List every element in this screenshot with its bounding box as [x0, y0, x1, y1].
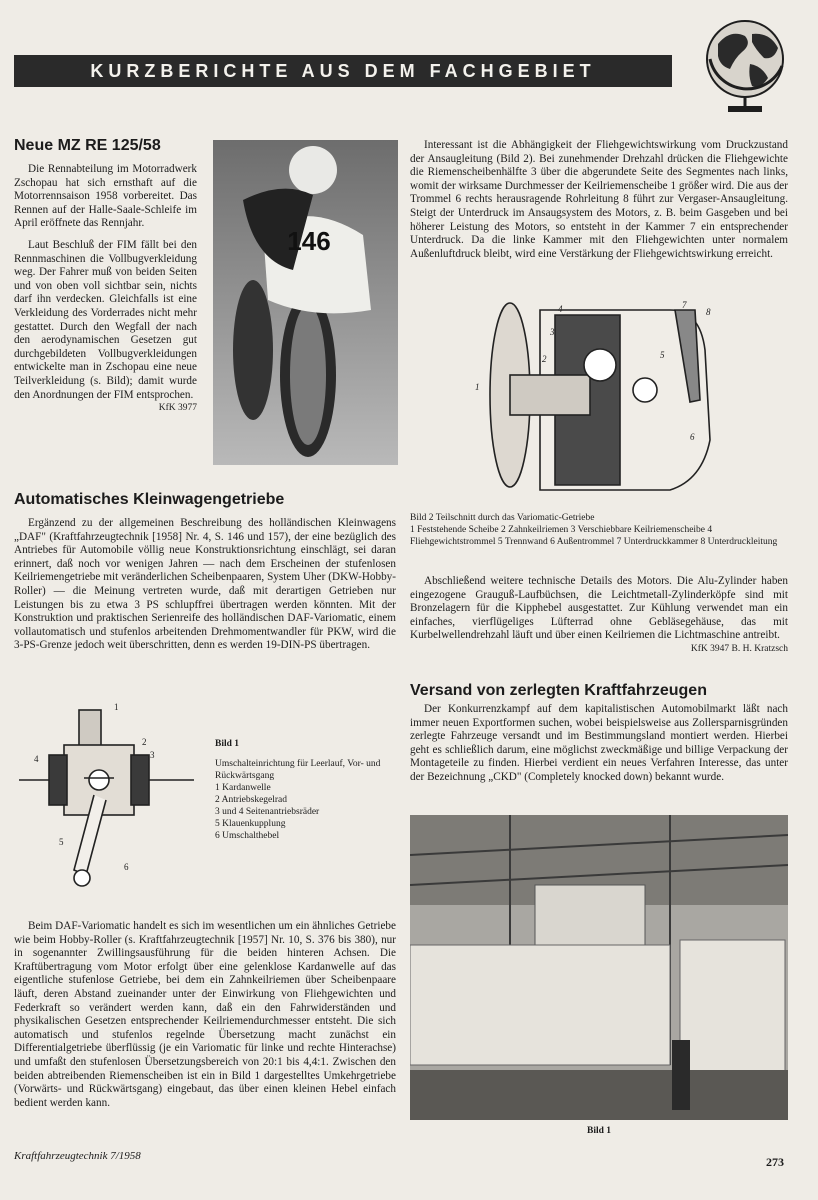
- signature: KfK 3947 B. H. Kratzsch: [690, 643, 788, 654]
- paragraph: Der Konkurrenzkampf auf dem kapitalistischen Automobilmarkt läßt nach immer neuen Exportformen suchen, wobei beispielsweise aus Zollersparnisgründen zerlegte Fahrzeuge versandt und im Bestimmungsland montiert werden. Hierbei geht es schließlich darum, eine möglichst zweckmäßige und billige Verpackung der Montageteile zu finden. Hierbei verdient ein neues Verfahren Interesse, das unter der Bezeichnung „CKD" (Completely knocked down) bekannt wurde.: [410, 703, 788, 783]
- figure-1-item: 6 Umschalthebel: [215, 831, 280, 841]
- svg-text:3: 3: [150, 750, 155, 760]
- paragraph: Ergänzend zu der allgemeinen Beschreibung des holländischen Kleinwagens „DAF" (Kraftfahrzeugtechnik [1958] Nr. 4, S. 146 und 157), der eine bezüglich des Antriebes für Automobile völlig neue Konstruktionsrichtung einschlägt, sei daran erinnert, daß noch vor wenigen Jahren — nach dem Erscheinen der stufenlosen Keilriemengetriebe mit veränderlichen Scheibenpaaren, System Uher (DKW-Hobby-Roller) — die Meinung vertreten wurde, daß mit derartigen Getrieben nur Leistungen bis zu etwa 3 PS schlupffrei übertragen werden könnten. Mit der Konstruktion und praktischen Serienreife des holländischen DAF-Variomatic, einem vollautomatisch und stufenlos arbeitenden Drehmomentwandler für PKW, wird die 3-PS-Grenze jedoch weit überschritten, denn es werden 19-DIN-PS übertragen.: [14, 517, 396, 652]
- svg-text:8: 8: [706, 307, 711, 317]
- svg-text:5: 5: [660, 350, 665, 360]
- svg-text:4: 4: [558, 304, 563, 314]
- svg-text:4: 4: [34, 754, 39, 764]
- svg-text:1: 1: [114, 702, 119, 712]
- header-title: KURZBERICHTE AUS DEM FACHGEBIET: [90, 61, 596, 81]
- figure-1-item: 3 und 4 Seitenantriebsräder: [215, 807, 320, 817]
- race-number: 146: [287, 226, 331, 256]
- paragraph: Beim DAF-Variomatic handelt es sich im wesentlichen um ein ähnliches Getriebe wie beim Hobby-Roller (s. Kraftfahrzeugtechnik [1957] Nr. 10, S. 376 bis 380), nur in sogenannter Zwillingsausführung für die beiden hinteren Achsen. Die Kraftübertragung vom Motor erfolgt über eine gelenklose Kardanwelle auf das eigentliche stufenlose Getriebe, bei dem ein Zahnkeilriemen über Scheibenpaare läuft, deren Abstand zueinander unter der Einwirkung von Fliehgewichten und Federkraft so verändert werden kann, daß ein den Fahrwiderständen und physikalischen Gesetzen entsprechender Keilriemendurchmesser entsteht. Die sich automatisch und stufenlos regelnde Übersetzung macht zunächst ein Differentialgetriebe überflüssig (je ein Variomatic für linke und rechte Hinterachse) und umfaßt den stufenlosen Übersetzungsbereich von 20:1 bis 4,4:1. Zwischen den beiden abtreibenden Riemenscheiben ist ein in Bild 1 dargestelltes Umkehrgetriebe (Vorwärts- und Rückwärtsgang) eingebaut, das über einen kleinen Hebel einfach bedient werden kann.: [14, 920, 396, 1109]
- article-getriebe-text-2: [14, 920, 396, 1110]
- svg-text:5: 5: [59, 837, 64, 847]
- paragraph: Die Rennabteilung im Motorradwerk Zschopau hat sich ernsthaft auf die Motorrennsaison 1958 vorbereitet. Das Rennen auf der Halle-Saale-Schleife im April eröffnete das Rennjahr.: [14, 163, 197, 230]
- paragraph: Laut Beschluß der FIM fällt bei den Rennmaschinen die Vollbugverkleidung weg. Der Fahrer muß von beiden Seiten und von oben voll sichtbar sein, nichts darf ihn verdecken. Gleichfalls ist eine Verkleidung des Vorderrades nicht mehr gestattet. Durch den Wegfall der nach den aerodynamischen Gesetzen gut durchgebildeten Vollbugverkleidungen entwickelte man in Zschopau eine neue Teilverkleidung (s. Bild); damit wurde den Anordnungen der FIM entsprochen.: [14, 238, 197, 401]
- svg-text:6: 6: [124, 862, 129, 872]
- svg-text:2: 2: [542, 354, 547, 364]
- signature: KfK 3977: [158, 403, 197, 414]
- warehouse-photo: [410, 815, 788, 1120]
- figure-2-caption: Bild 2 Teilschnitt durch das Variomatic-Getriebe 1 Feststehende Scheibe 2 Zahnkeilriemen 3 Verschiebbare Keilriemenscheibe 4 Fliehgewichtstrommel 5 Trennwand 6 Außentrommel 7 Unterdruckkammer 8 Unterdruckleitung: [410, 513, 778, 547]
- journal-footer: Kraftfahrzeugtechnik 7/1958: [14, 1150, 141, 1162]
- figure-1-diagram: [14, 700, 204, 900]
- svg-text:3: 3: [550, 327, 555, 337]
- figure-2-diagram: [470, 290, 730, 500]
- article-versand-text: [410, 703, 788, 785]
- article-mz-text: [14, 163, 197, 416]
- figure-1-title: Bild 1: [215, 739, 240, 749]
- article-title-versand: Versand von zerlegten Kraftfahrzeugen: [410, 682, 707, 699]
- svg-text:2: 2: [142, 737, 147, 747]
- warehouse-photo-caption: Bild 1: [586, 1126, 612, 1136]
- motorcycle-photo: [213, 140, 398, 465]
- figure-1-item: 5 Klauenkupplung: [215, 819, 286, 829]
- article-title-mz: Neue MZ RE 125/58: [14, 137, 161, 154]
- svg-text:1: 1: [475, 382, 480, 392]
- svg-text:6: 6: [690, 432, 695, 442]
- figure-1-item: 1 Kardanwelle: [215, 783, 271, 793]
- figure-1-caption: [215, 738, 400, 842]
- svg-text:7: 7: [682, 300, 687, 310]
- article-getriebe-text-3: [410, 139, 788, 261]
- page-number: 273: [766, 1155, 784, 1169]
- figure-1-description: Umschalteinrichtung für Leerlauf, Vor- und Rückwärtsgang: [215, 759, 381, 781]
- paragraph: Abschließend weitere technische Details des Motors. Die Alu-Zylinder haben eingezogene Grauguß-Laufbüchsen, die Leichtmetall-Zylinderköpfe sind mit Bronzelagern für die Kipphebel ausgestattet. Zur Kühlung verwendet man ein einfaches, vierflügeliges Lüfterrad ohne Gebläsegehäuse, das mit Kurbelwellendrehzahl läuft und über einen Keilriemen die Lichtmaschine antreibt.: [410, 575, 788, 642]
- globe-icon: [690, 14, 800, 114]
- article-title-getriebe: Automatisches Kleinwagengetriebe: [14, 491, 285, 508]
- article-getriebe-text-4: [410, 575, 788, 657]
- figure-1-item: 2 Antriebskegelrad: [215, 795, 288, 805]
- paragraph: Interessant ist die Abhängigkeit der Fliehgewichtswirkung vom Druckzustand der Ansaugleitung (Bild 2). Bei zunehmender Drehzahl drücken die Fliehgewichte die Riemenscheibenhälfte 3 über die abgerundete Seite des Segmentes nach links, womit der wirksame Durchmesser der Keilriemenscheibe 1 größer wird. Die aus der Trommel 6 rechts herausragende Rohrleitung 8 führt zur Vergaser-Ansaugleitung. Steigt der Unterdruck im Ansaugsystem des Motors, z. B. beim Gasgeben und bei höherer Leistung des Motors, so entsteht in der Kammer 7 ein entsprechender Unterdruck. Da die linke Kammer mit den Fliehgewichten unter normalem Außenluftdruck bleibt, wird eine Verstärkung der Fliehgewichtswirkung erreicht.: [410, 139, 788, 260]
- article-getriebe-intro: [14, 517, 396, 653]
